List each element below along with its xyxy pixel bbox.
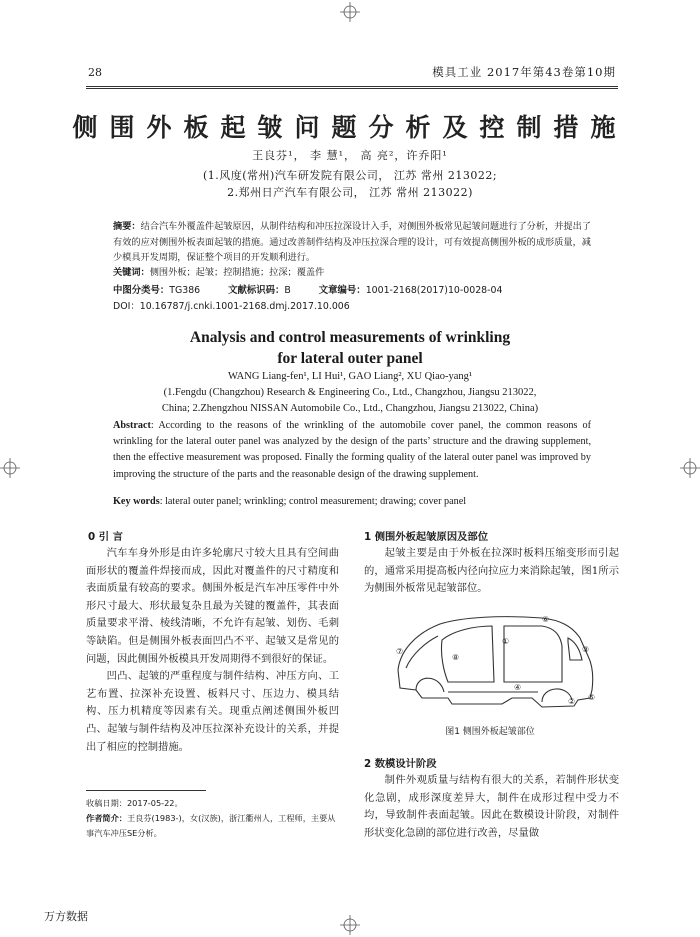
marker-1: ① xyxy=(502,637,510,646)
section-0-paragraph-1: 汽车车身外形是由许多轮廓尺寸较大且具有空间曲面形状的覆盖件焊接而成，因此对覆盖件的尺寸精度和表面质量有较高的要求。侧围外板是汽车冲压零件中外形尺寸最大、形状最复杂且最为关键的覆盖件，其表面质量要求平滑、棱线清晰，不允许有起皱、划伤、毛刺等缺陷。但是侧围外板表面凹凸不平、起皱又是常见的问题，因此侧围外板模具开发周期得不到很好的保证。 xyxy=(86,547,339,665)
section-0-heading: 0 引 言 xyxy=(88,531,123,543)
header-rule-thin xyxy=(86,88,618,89)
keywords-en-text: : lateral outer panel; wrinkling; control measurement; drawing; cover panel xyxy=(159,496,467,507)
marker-8: ⑧ xyxy=(452,653,460,662)
doi: DOI：10.16787/j.cnki.1001-2168.dmj.2017.10.006 xyxy=(113,301,350,312)
affiliation-en-2: China; 2.Zhengzhou NISSAN Automobile Co., Ltd., Changzhou, Jiangsu 213022, China) xyxy=(161,403,539,414)
keywords-zh xyxy=(113,265,591,281)
section-2-heading: 2 数模设计阶段 xyxy=(364,758,437,770)
abstract-zh-label: 摘要： xyxy=(113,221,141,232)
a-pillar-line xyxy=(406,636,438,668)
figure-1-caption: 图1 侧围外板起皱部位 xyxy=(445,727,535,737)
panel-outline xyxy=(398,617,596,707)
footnote-author xyxy=(86,811,341,840)
abstract-zh-text: 结合汽车外覆盖件起皱原因，从制件结构和冲压拉深设计入手，对侧围外板常见起皱问题进行了分析，并提出了有效的应对侧围外板表面起皱的措施。通过改善制件结构及冲压拉深合理的设计，可有效提高侧围外板的成形质量，减少模具开发周期，保证整个项目的开发顺利进行。 xyxy=(113,221,591,263)
header-rule xyxy=(86,86,618,87)
section-2-paragraph: 制件外观质量与结构有很大的关系，若制件形状变化急剧，成形深度差异大，制件在成形过程中受力不均，导致制件表面起皱。因此在数模设计阶段，对制件形状变化急剧的部位进行改善，尽量做 xyxy=(364,774,619,839)
title-en-line2: for lateral outer panel xyxy=(277,350,423,367)
abstract-en-text: : According to the reasons of the wrinkling of the automobile cover panel, the common reasons of wrinkling for the lateral outer panel was analyzed by the design of the parts’ structure and the drawing supplement, then the effective measurement was proposed. Finally the forming quality of the lateral outer panel was improved by improving the structure of the parts and the reasonable design of the drawing supplement. xyxy=(113,420,591,480)
section-0-body xyxy=(86,545,339,756)
front-wheel-arch xyxy=(416,678,444,692)
footnote-rule xyxy=(86,790,206,791)
marker-5: ⑤ xyxy=(588,693,596,702)
abstract-en xyxy=(113,418,591,483)
registration-mark-left xyxy=(0,458,20,478)
section-2-body xyxy=(364,772,619,842)
front-door-opening xyxy=(441,626,494,682)
registration-mark-bottom xyxy=(340,915,360,935)
registration-mark-top xyxy=(340,2,360,22)
keywords-zh-text: 侧围外板；起皱；控制措施；拉深；覆盖件 xyxy=(149,267,325,278)
doc-code-value: B xyxy=(284,285,291,296)
footnote-received: 收稿日期：2017-05-22。 xyxy=(86,798,183,808)
keywords-en xyxy=(113,494,591,510)
footnote-author-text: 王良芬(1983-)，女(汉族)，浙江衢州人，工程师，主要从事汽车冲压SE分析。 xyxy=(86,813,336,838)
journal-header: 模具工业 2017年第43卷第10期 xyxy=(432,65,616,79)
authors-zh: 王良芬¹， 李 慧¹， 高 亮²，许乔阳¹ xyxy=(252,149,448,162)
footnote-author-label: 作者简介： xyxy=(86,813,127,823)
article-number-label: 文章编号： xyxy=(318,285,366,296)
marker-2: ② xyxy=(568,697,576,706)
clc-value: TG386 xyxy=(169,285,201,296)
rear-door-opening xyxy=(504,626,562,682)
page-number: 28 xyxy=(88,66,102,79)
section-1-body xyxy=(364,545,619,598)
affiliation-zh-2: 2.郑州日产汽车有限公司， 江苏 常州 213022) xyxy=(227,186,473,199)
abstract-en-label: Abstract xyxy=(113,420,151,431)
keywords-zh-label: 关键词： xyxy=(113,267,150,278)
quarter-window xyxy=(568,638,582,660)
marker-4: ④ xyxy=(514,683,522,692)
affiliation-zh-1: (1.风度(常州)汽车研发院有限公司， 江苏 常州 213022; xyxy=(202,169,498,182)
title-zh: 侧围外板起皱问题分析及控制措施 xyxy=(72,113,628,142)
article-number-value: 1001-2168(2017)10-0028-04 xyxy=(365,285,503,296)
affiliation-en-1: (1.Fengdu (Changzhou) Research & Engineering Co., Ltd., Changzhou, Jiangsu 213022, xyxy=(163,387,537,398)
abstract-zh xyxy=(113,219,591,266)
wanfang-watermark: 万方数据 xyxy=(44,910,88,923)
marker-7: ⑦ xyxy=(396,647,404,656)
marker-6: ⑥ xyxy=(542,615,550,624)
keywords-en-label: Key words xyxy=(113,496,160,507)
section-1-paragraph: 起皱主要是由于外板在拉深时板料压缩变形而引起的，通常采用提高板内径向拉应力来消除起皱，图1所示为侧围外板常见起皱部位。 xyxy=(364,547,619,595)
clc-label: 中图分类号： xyxy=(113,285,170,296)
doc-code-label: 文献标识码： xyxy=(228,285,285,296)
registration-mark-right xyxy=(680,458,700,478)
authors-en: WANG Liang-fen¹, LI Hui¹, GAO Liang², XU Qiao-yang¹ xyxy=(227,371,473,382)
section-0-paragraph-2: 凹凸、起皱的严重程度与制件结构、冲压方向、工艺布置、拉深补充设置、板料尺寸、压边力、模具结构、压力机精度等因素有关。现重点阐述侧围外板凹凸、起皱与制件结构及冲压拉深补充设计的关系，并提出了相应的控制措施。 xyxy=(86,670,339,753)
title-en-line1: Analysis and control measurements of wrinkling xyxy=(189,329,511,346)
classification-line xyxy=(113,282,502,296)
section-1-heading: 1 侧围外板起皱原因及部位 xyxy=(364,531,489,543)
marker-3: ③ xyxy=(582,645,590,654)
figure-1-side-panel xyxy=(392,612,607,718)
